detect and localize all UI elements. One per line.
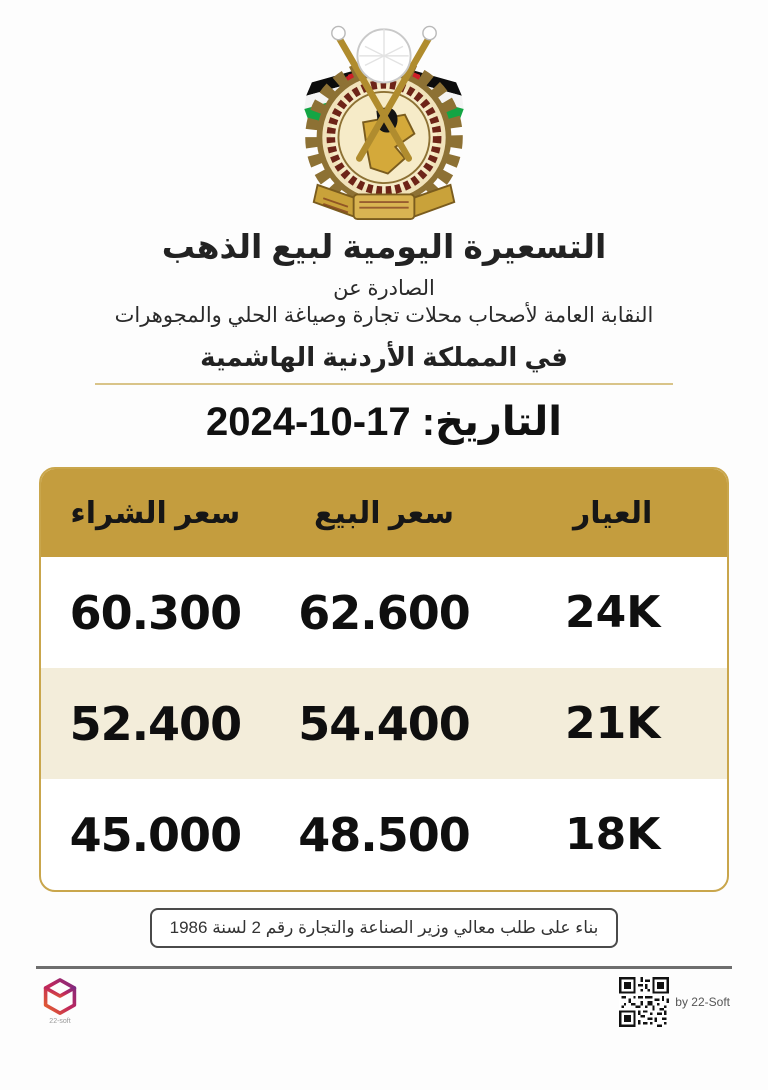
page-title: التسعيرة اليومية لبيع الذهب [161,228,607,265]
22soft-cube-logo-icon [42,977,78,1017]
sell-price-value: 62.600 [298,585,470,640]
buy-price-value: 60.300 [69,585,242,640]
header-divider [95,383,673,385]
footer-divider [36,966,732,969]
table-row-24k [41,557,727,668]
brand-caption: 22-soft [49,1018,71,1025]
syndicate-name-line: النقابة العامة لأصحاب محلات تجارة وصياغة الحلي والمجوهرات [114,304,654,327]
credit-text: by 22-Soft [675,995,730,1009]
issued-by-line: الصادرة عن [333,277,435,300]
buy-price-value: 45.000 [69,807,242,862]
column-header-sell-price: سعر البيع [314,496,454,530]
kingdom-line: في المملكة الأردنية الهاشمية [200,342,568,372]
table-row-18k [41,779,727,890]
table-header-row [41,469,727,557]
brand-logo-block [42,977,78,1025]
karat-value: 24K [565,587,661,638]
karat-value: 18K [565,809,661,860]
legal-note: بناء على طلب معالي وزير الصناعة والتجارة رقم 2 لسنة 1986 [150,908,619,948]
sell-price-value: 48.500 [298,807,470,862]
column-header-buy-price: سعر الشراء [70,496,241,530]
credit-block [619,977,730,1027]
footer [34,977,734,1027]
karat-value: 21K [565,698,661,749]
table-row-21k [41,668,727,779]
date-line: التاريخ: 17-10-2024 [205,400,563,444]
gold-price-table [39,467,729,892]
qr-code-icon [619,977,669,1027]
buy-price-value: 52.400 [69,696,242,751]
syndicate-emblem-icon [289,16,479,221]
sell-price-value: 54.400 [298,696,470,751]
column-header-karat: العيار [573,496,653,530]
